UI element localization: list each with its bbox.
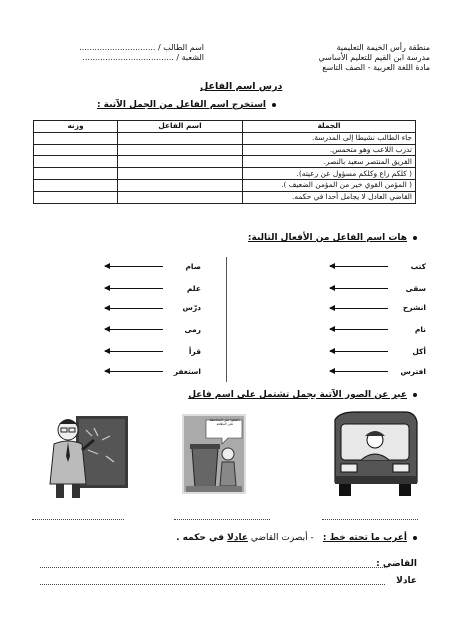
answer-cell[interactable] — [34, 191, 118, 203]
bullet-icon — [413, 236, 417, 240]
answer-cell[interactable] — [118, 144, 243, 156]
region-name: منطقة رأس الخيمة التعليمية — [336, 43, 430, 52]
arrow-left-icon — [105, 308, 163, 309]
column-divider — [226, 257, 227, 382]
sentence-cell: تدرب اللاعب وهو متحمس. — [243, 144, 416, 156]
answer-cell[interactable] — [118, 132, 243, 144]
answer-line[interactable] — [40, 567, 385, 568]
answer-cell[interactable] — [118, 191, 243, 203]
bullet-icon — [272, 103, 276, 107]
arrow-left-icon — [105, 288, 163, 289]
arrow-left-icon — [105, 371, 163, 372]
verb-label: درّس — [182, 303, 201, 312]
verb-label: استغفر — [173, 367, 201, 376]
section3-heading: عبر عن الصور الآتية بجمل تشتمل على اسم فاعل — [188, 390, 417, 400]
answer-cell[interactable] — [34, 179, 118, 191]
sentence-cell: القاضي العادل لا يجامل أحدا في حكمه. — [243, 191, 416, 203]
table-row — [34, 132, 416, 144]
student-name-field[interactable]: اسم الطالب / .............................. — [79, 43, 204, 52]
class-section-field[interactable]: الشعبة / .................................... — [82, 53, 204, 62]
cleanliness-poster-picture — [182, 414, 246, 494]
arrow-left-icon — [105, 266, 163, 267]
page-title: درس اسم الفاعل — [200, 81, 283, 92]
sentence-cell: ( كلكم راع وكلكم مسؤول عن رعيته). — [243, 168, 416, 180]
verb-label: انشرح — [402, 303, 426, 312]
sentence-cell: الفريق المنتصر سعيد بالنصر. — [243, 156, 416, 168]
table-row — [34, 156, 416, 168]
answer-cell[interactable] — [34, 144, 118, 156]
answer-cell[interactable] — [34, 132, 118, 144]
verb-label: أكل — [412, 347, 426, 356]
verb-label: قرأ — [188, 347, 201, 356]
verb-label: صام — [185, 262, 201, 271]
bullet-icon — [413, 536, 417, 540]
verb-label: علم — [186, 284, 201, 293]
bullet-icon — [413, 393, 417, 397]
verb-label: افترس — [400, 367, 426, 376]
verb-label: سقى — [405, 284, 426, 293]
bus-driver-picture — [327, 410, 421, 498]
verb-label: كتب — [410, 262, 426, 271]
answer-cell[interactable] — [34, 168, 118, 180]
column-header-subject-noun: اسم الفاعل — [118, 121, 243, 133]
answer-cell[interactable] — [118, 179, 243, 191]
parse-word-label: القاضي : — [376, 559, 417, 569]
answer-line[interactable] — [322, 519, 418, 520]
poster-caption: حافظوا على المحافظة على النظافة — [209, 418, 241, 426]
answer-line[interactable] — [40, 584, 385, 585]
column-header-pattern: وزنه — [34, 121, 118, 133]
sentence-cell: ( المؤمن القوي خير من المؤمن الضعيف ). — [243, 179, 416, 191]
subject-noun-table — [33, 120, 416, 204]
arrow-left-icon — [330, 329, 388, 330]
arrow-left-icon — [330, 266, 388, 267]
student-info — [64, 43, 204, 63]
section1-heading: استخرج اسم الفاعل من الجمل الآتية : — [97, 100, 276, 110]
section4-heading: أعرب ما تحته خط : - أبصرت القاضي عادلا في حكمه . — [176, 533, 417, 543]
parse-sentence: - أبصرت القاضي عادلا في حكمه . — [176, 533, 314, 543]
subject-grade: مادة اللغة العربية - الصف التاسع — [322, 63, 430, 72]
answer-line[interactable] — [32, 519, 124, 520]
answer-cell[interactable] — [118, 168, 243, 180]
sentence-cell: جاء الطالب نشيطا إلى المدرسة. — [243, 132, 416, 144]
table-row — [34, 144, 416, 156]
school-info — [318, 43, 430, 73]
arrow-left-icon — [330, 371, 388, 372]
table-row — [34, 179, 416, 191]
arrow-left-icon — [105, 329, 163, 330]
verb-label: رمى — [184, 325, 201, 334]
arrow-left-icon — [330, 308, 388, 309]
table-row — [34, 191, 416, 203]
section2-heading: هات اسم الفاعل من الأفعال التالية: — [248, 233, 417, 243]
arrow-left-icon — [330, 288, 388, 289]
answer-cell[interactable] — [118, 156, 243, 168]
parse-word-label: عادلا — [396, 576, 417, 586]
teacher-picture — [42, 410, 130, 500]
answer-line[interactable] — [174, 519, 270, 520]
school-name: مدرسة ابن القيم للتعليم الأساسي — [318, 53, 430, 62]
verb-label: نام — [414, 325, 426, 334]
arrow-left-icon — [105, 351, 163, 352]
table-row — [34, 168, 416, 180]
arrow-left-icon — [330, 351, 388, 352]
answer-cell[interactable] — [34, 156, 118, 168]
column-header-sentence: الجملة — [243, 121, 416, 133]
